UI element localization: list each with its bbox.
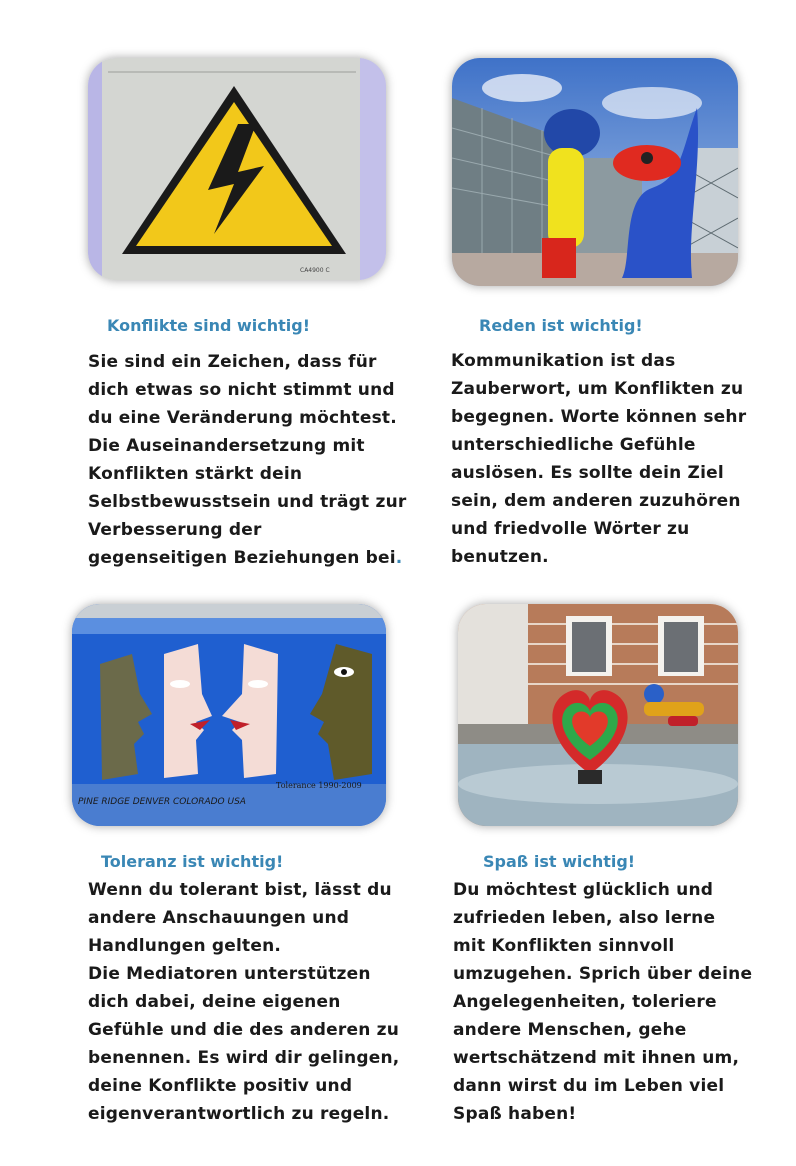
text-line: dann wirst du im Leben viel [453,1076,725,1096]
photo-mural [72,604,386,826]
text-line: Die Mediatoren unterstützen [88,964,371,984]
heading-spass: Spaß ist wichtig! [483,852,636,871]
text-line: Kommunikation ist das [451,351,676,371]
text-line: andere Anschauungen und [88,908,350,928]
heading-konflikte: Konflikte sind wichtig! [107,316,310,335]
text-line: zufrieden leben, also lerne [453,908,716,928]
text-line: Verbesserung der [88,520,262,540]
text-line: Gefühle und die des anderen zu [88,1020,400,1040]
text-line: Die Auseinandersetzung mit [88,436,365,456]
text-line: Sie sind ein Zeichen, dass für [88,352,377,372]
text-line: mit Konflikten sinnvoll [453,936,675,956]
text-line: umzugehen. Sprich über deine [453,964,753,984]
text-line: gegenseitigen Beziehungen bei [88,548,396,568]
text-line: andere Menschen, gehe [453,1020,687,1040]
text-line: begegnen. Worte können sehr [451,407,747,427]
heading-toleranz: Toleranz ist wichtig! [101,852,284,871]
text-line: Du möchtest glücklich und [453,880,714,900]
text-line: Konflikten stärkt dein [88,464,303,484]
text-line: Selbstbewusstsein und trägt zur [88,492,407,512]
text-line: auslösen. Es sollte dein Ziel [451,463,724,483]
paragraph-spass [453,876,752,1128]
text-line: eigenverantwortlich zu regeln. [88,1104,390,1124]
text-line: Handlungen gelten. [88,936,282,956]
text-line: du eine Veränderung möchtest. [88,408,397,428]
text-line: Wenn du tolerant bist, lässt du [88,880,392,900]
text-line-last [88,544,406,572]
sign-code-text: CA4900 C [300,267,330,274]
mural-faces-icon [72,604,386,826]
paragraph-reden [451,347,746,571]
text-line: deine Konflikte positiv und [88,1076,353,1096]
colorful-sculptures-icon [452,58,738,286]
end-mark: . [395,548,403,568]
photo-warning-sign [88,58,386,280]
text-line: und friedvolle Wörter zu [451,519,690,539]
mural-caption-right: Tolerance 1990-2009 [276,781,362,790]
text-line: Spaß haben! [453,1104,577,1124]
text-line: benennen. Es wird dir gelingen, [88,1048,400,1068]
heading-reden: Reden ist wichtig! [479,316,643,335]
text-line: dich etwas so nicht stimmt und [88,380,395,400]
paragraph-toleranz [88,876,399,1128]
mural-caption-left: PINE RIDGE DENVER COLORADO USA [78,797,246,807]
heart-fountain-icon [458,604,738,826]
high-voltage-warning-icon [88,58,386,280]
text-line: Zauberwort, um Konflikten zu [451,379,744,399]
text-line: wertschätzend mit ihnen um, [453,1048,740,1068]
text-line: dich dabei, deine eigenen [88,992,341,1012]
text-line: sein, dem anderen zuzuhören [451,491,741,511]
text-line: unterschiedliche Gefühle [451,435,696,455]
text-line: benutzen. [451,547,549,567]
photo-heart-fountain [458,604,738,826]
photo-sculptures [452,58,738,286]
text-line: Angelegenheiten, toleriere [453,992,717,1012]
paragraph-konflikte [88,348,406,572]
